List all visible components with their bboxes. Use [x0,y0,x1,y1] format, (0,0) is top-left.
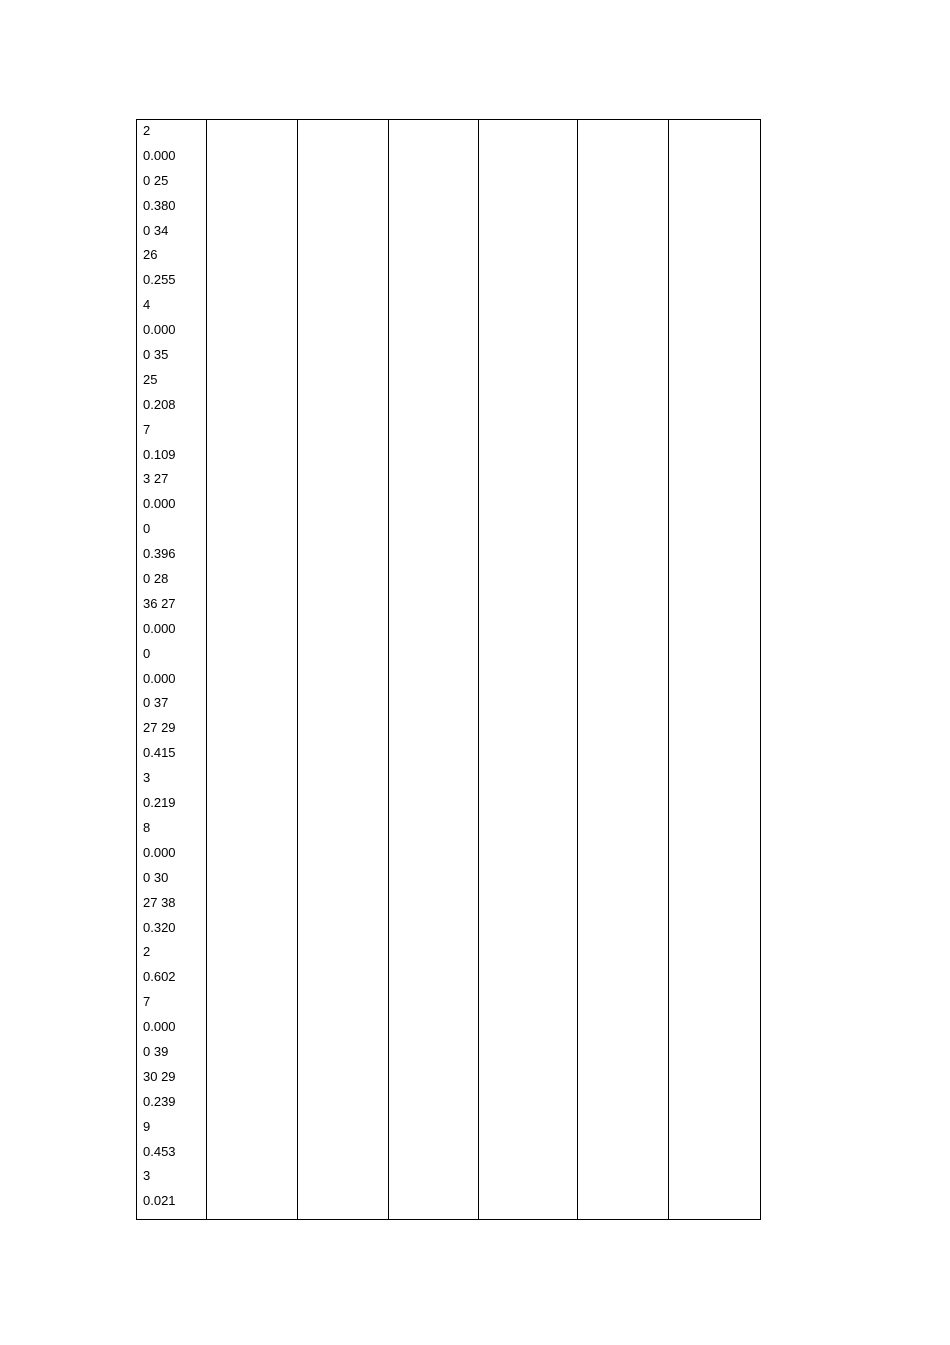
cell-value-line: 0.208 [143,396,176,412]
cell-value-line: 0.000 [143,1019,176,1035]
cell-value-line: 26 [143,247,158,263]
table-cell-empty [578,120,668,1220]
cell-value-line: 2 [143,944,151,960]
cell-value-line: 0.239 [143,1093,176,1109]
cell-value-line: 0.021 [143,1193,176,1209]
cell-value-line: 0.415 [143,745,176,761]
cell-value-line: 3 [143,1168,151,1184]
cell-value-line: 7 [143,994,151,1010]
cell-value-line: 0.320 [143,919,176,935]
cell-value-line: 0 [143,521,151,537]
cell-value-line: 7 [143,421,151,437]
cell-value-line: 0 [143,645,151,661]
cell-value-line: 0 35 [143,347,169,363]
table-cell-values [137,120,207,1220]
table-cell-empty [479,120,578,1220]
cell-value-line: 3 27 [143,471,169,487]
table-cell-empty [668,120,760,1220]
cell-value-line: 25 [143,371,158,387]
cell-value-line: 36 27 [143,595,176,611]
cell-value-line: 4 [143,297,151,313]
cell-value-list [137,120,206,1219]
cell-value-line: 0.000 [143,496,176,512]
table-cell-empty [297,120,388,1220]
cell-value-line: 0 34 [143,222,169,238]
cell-value-line: 0 30 [143,869,169,885]
cell-value-line: 0 37 [143,695,169,711]
cell-value-line: 0.380 [143,197,176,213]
cell-value-line: 0.000 [143,147,176,163]
table-cell-empty [388,120,478,1220]
cell-value-line: 0.453 [143,1143,176,1159]
data-table [136,119,761,1220]
cell-value-line: 3 [143,770,151,786]
cell-value-line: 0.000 [143,844,176,860]
cell-value-line: 0.255 [143,272,176,288]
cell-value-line: 0.109 [143,446,176,462]
cell-value-line: 8 [143,819,151,835]
cell-value-line: 0.396 [143,546,176,562]
cell-value-line: 2 [143,123,151,138]
cell-value-line: 0 28 [143,571,169,587]
cell-value-line: 9 [143,1118,151,1134]
cell-value-line: 27 29 [143,720,176,736]
cell-value-line: 0.000 [143,322,176,338]
cell-value-line: 0.000 [143,670,176,686]
cell-value-line: 0 25 [143,172,169,188]
cell-value-line: 0.000 [143,620,176,636]
table-cell-empty [207,120,297,1220]
cell-value-line: 27 38 [143,894,176,910]
cell-value-line: 0.602 [143,969,176,985]
table-row [137,120,761,1220]
cell-value-line: 0.219 [143,795,176,811]
cell-value-line: 0 39 [143,1043,169,1059]
cell-value-line: 30 29 [143,1068,176,1084]
